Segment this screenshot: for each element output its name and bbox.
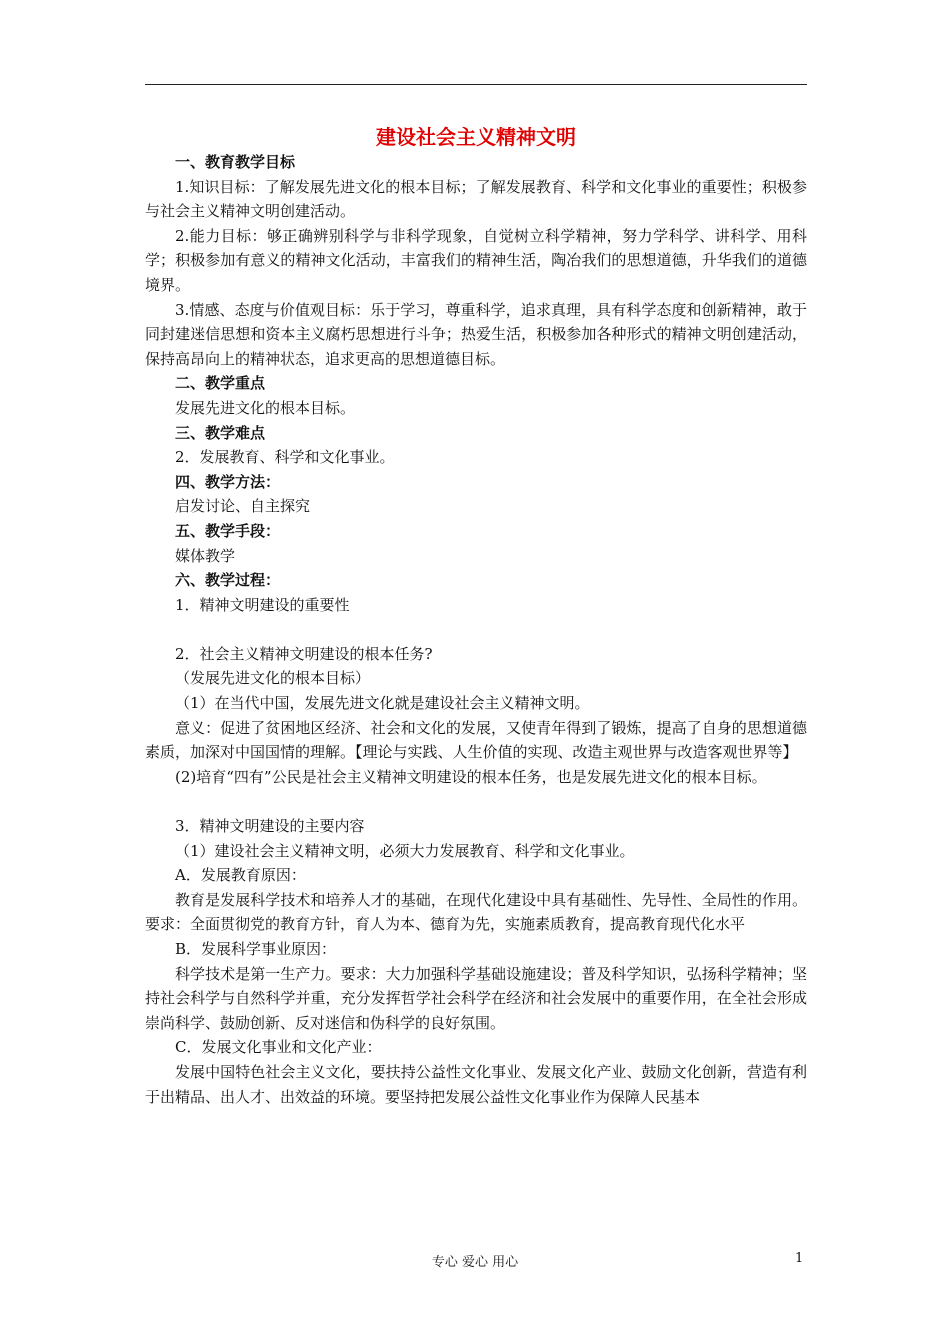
document-body: [145, 150, 807, 1109]
header-rule: [145, 84, 807, 85]
paragraph: 教育是发展科学技术和培养人才的基础，在现代化建设中具有基础性、先导性、全局性的作用。要求：全面贯彻党的教育方针，育人为本、德育为先，实施素质教育，提高教育现代化水平: [145, 890, 807, 934]
paragraph: 2．社会主义精神文明建设的根本任务?: [175, 644, 433, 663]
paragraph: A．发展教育原因：: [175, 866, 306, 885]
page-number: 1: [795, 1251, 804, 1266]
paragraph: C．发展文化事业和文化产业：: [175, 1038, 382, 1057]
paragraph: 3.情感、态度与价值观目标：乐于学习，尊重科学，追求真理，具有科学态度和创新精神，敢于同封建迷信思想和资本主义腐朽思想进行斗争；热爱生活，积极参加各种形式的精神文明创建活动，保持高昂向上的精神状态，追求更高的思想道德目标。: [145, 300, 807, 368]
paragraph: B．发展科学事业原因：: [175, 940, 337, 958]
section-heading: 五、教学手段：: [175, 521, 281, 540]
section-heading: 二、教学重点: [175, 374, 266, 393]
paragraph: （发展先进文化的根本目标）: [175, 669, 371, 688]
blank-line: [145, 789, 807, 814]
paragraph: (2)培育“四有”公民是社会主义精神文明建设的根本任务，也是发展先进文化的根本目标。: [175, 767, 767, 786]
section-heading: 六、教学过程：: [175, 571, 281, 590]
paragraph: 科学技术是第一生产力。要求：大力加强科学基础设施建设；普及科学知识，弘扬科学精神；坚持社会科学与自然科学并重，充分发挥哲学社会科学在经济和社会发展中的重要作用，在全社会形成崇尚科学、鼓励创新、反对迷信和伪科学的良好氛围。: [145, 964, 807, 1032]
paragraph: 2．发展教育、科学和文化事业。: [175, 448, 395, 467]
section-heading: 四、教学方法：: [175, 472, 281, 491]
paragraph: 媒体教学: [175, 546, 236, 565]
paragraph: 发展中国特色社会主义文化，要扶持公益性文化事业、发展文化产业、鼓励文化创新，营造有利于出精品、出人才、出效益的环境。要坚持把发展公益性文化事业作为保障人民基本: [145, 1062, 807, 1106]
paragraph: 意义：促进了贫困地区经济、社会和文化的发展，又使青年得到了锻炼，提高了自身的思想道德素质，加深对中国国情的理解。【理论与实践、人生价值的实现、改造主观世界与改造客观世界等】: [145, 718, 807, 762]
paragraph: （1）在当代中国，发展先进文化就是建设社会主义精神文明。: [175, 694, 590, 713]
paragraph: （1）建设社会主义精神文明，必须大力发展教育、科学和文化事业。: [175, 841, 635, 860]
paragraph: 启发讨论、自主探究: [175, 497, 311, 516]
paragraph: 3．精神文明建设的主要内容: [175, 817, 365, 836]
footer-motto: 专心 爱心 用心: [431, 1255, 519, 1270]
paragraph: 发展先进文化的根本目标。: [175, 398, 356, 417]
section-heading: 三、教学难点: [175, 423, 266, 442]
paragraph: 1．精神文明建设的重要性: [175, 595, 350, 614]
section-heading: 一、教育教学目标: [175, 153, 296, 171]
document-title: 建设社会主义精神文明: [376, 125, 576, 149]
paragraph: 1.知识目标：了解发展先进文化的根本目标；了解发展教育、科学和文化事业的重要性；积极参与社会主义精神文明创建活动。: [145, 177, 807, 221]
blank-line: [145, 617, 807, 642]
paragraph: 2.能力目标：够正确辨别科学与非科学现象，自觉树立科学精神，努力学科学、讲科学、用科学；积极参加有意义的精神文化活动，丰富我们的精神生活，陶冶我们的思想道德，升华我们的道德境界。: [145, 226, 807, 294]
